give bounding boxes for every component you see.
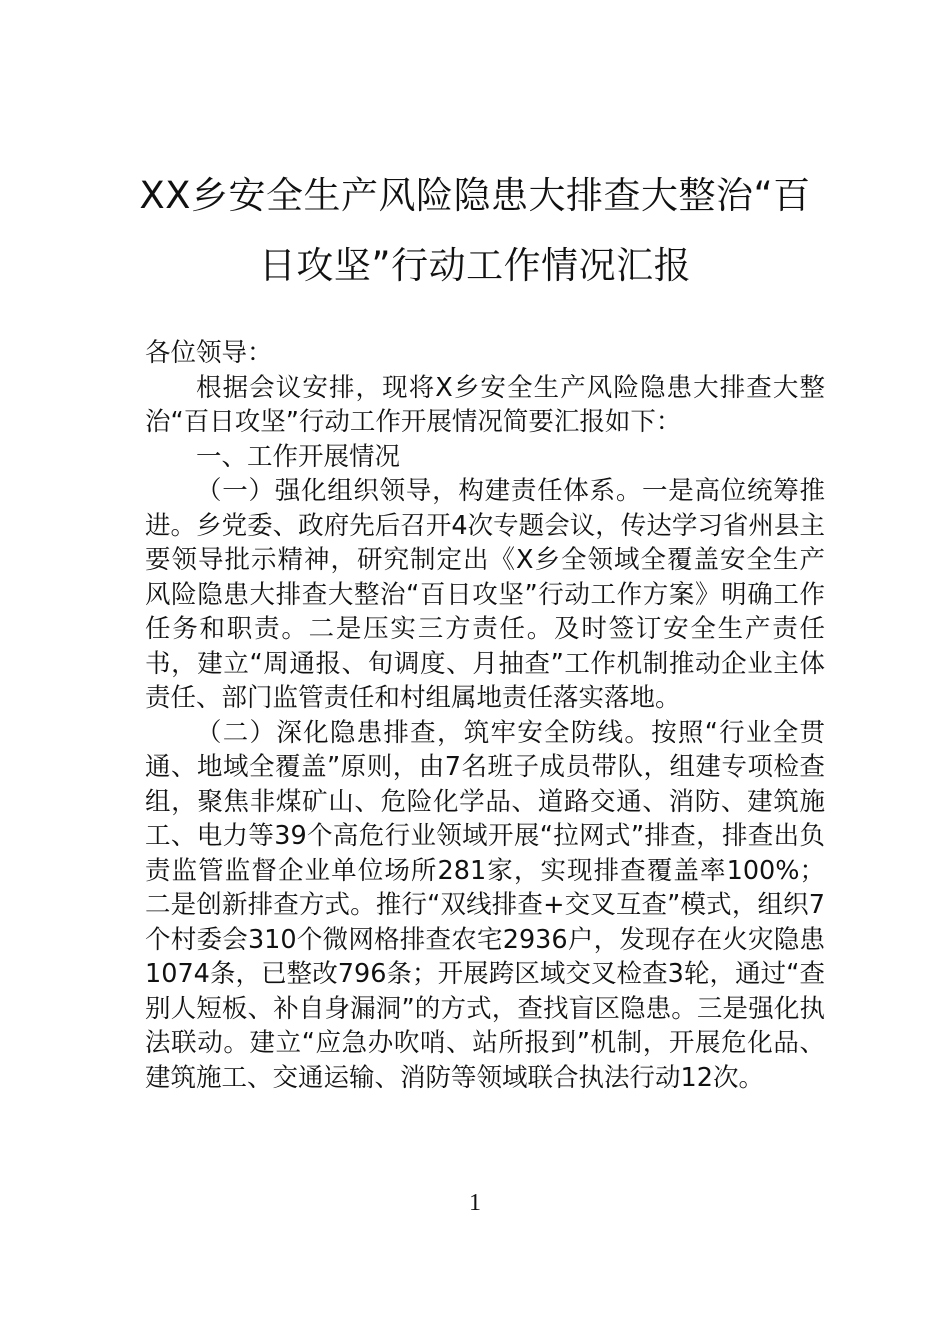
page-number: 1 (469, 1190, 481, 1216)
paragraph-inspection: （二）深化隐患排查，筑牢安全防线。按照“行业全贯通、地域全覆盖”原则，由7名班子成员带队，组建专项检查组，聚焦非煤矿山、危险化学品、道路交通、消防、建筑施工、电力等39个高危行业领域开展“拉网式”排查，排查出负责监管监督企业单位场所281家，实现排查覆盖率100%；二是创新排查方式。推行“双线排查+交叉互查”模式，组织7个村委会310个微网格排查农宅2936户，发现存在火灾隐患1074条，已整改796条；开展跨区域交叉检查3轮，通过“查别人短板、补自身漏洞”的方式，查找盲区隐患。三是强化执法联动。建立“应急办吹哨、站所报到”机制，开展危化品、建筑施工、交通运输、消防等领域联合执法行动12次。 (145, 717, 825, 1093)
section-heading: 一、工作开展情况 (196, 441, 401, 472)
document-body (145, 336, 825, 1095)
document-title-line-2: 日攻坚”行动工作情况汇报 (258, 244, 692, 287)
intro-paragraph: 根据会议安排，现将X乡安全生产风险隐患大排查大整治“百日攻坚”行动工作开展情况简要汇报如下： (145, 372, 825, 437)
document-title-line-1: XX乡安全生产风险隐患大排查大整治“百 (139, 174, 811, 217)
paragraph-organization: （一）强化组织领导，构建责任体系。一是高位统筹推进。乡党委、政府先后召开4次专题会议，传达学习省州县主要领导批示精神，研究制定出《X乡全领域全覆盖安全生产风险隐患大排查大整治“百日攻坚”行动工作方案》明确工作任务和职责。二是压实三方责任。及时签订安全生产责任书，建立“周通报、旬调度、月抽查”工作机制推动企业主体责任、部门监管责任和村组属地责任落实落地。 (145, 476, 825, 713)
salutation: 各位领导： (145, 338, 273, 368)
